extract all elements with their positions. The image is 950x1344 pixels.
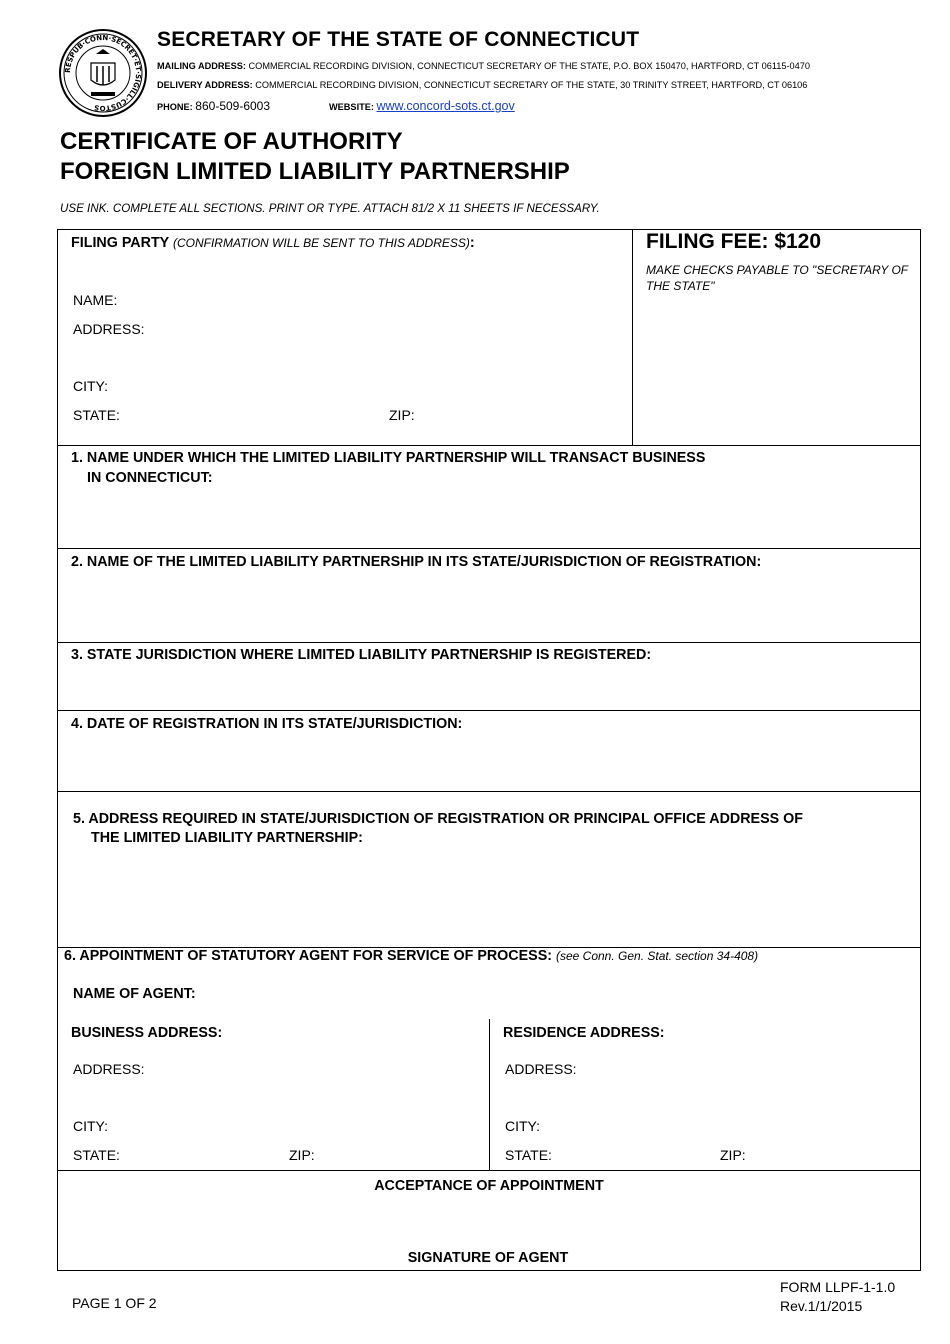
delivery-address-text: COMMERCIAL RECORDING DIVISION, CONNECTICUT SECRETARY OF THE STATE, 30 TRINITY STREET, HARTFORD, CT 06106	[255, 80, 808, 90]
phone-number: 860-509-6003	[195, 99, 271, 113]
filing-party-heading	[71, 235, 475, 251]
divider	[57, 710, 921, 711]
section-5-heading: 5. ADDRESS REQUIRED IN STATE/JURISDICTION OF REGISTRATION OR PRINCIPAL OFFICE ADDRESS OF	[73, 811, 803, 827]
divider	[57, 445, 921, 446]
residence-address-label[interactable]: ADDRESS:	[505, 1061, 577, 1077]
state-seal-logo	[58, 28, 148, 118]
section-6-heading	[64, 948, 758, 964]
divider	[57, 548, 921, 549]
agency-name: SECRETARY OF THE STATE OF CONNECTICUT	[157, 28, 640, 51]
business-state-label[interactable]: STATE:	[73, 1147, 120, 1163]
residence-address-heading: RESIDENCE ADDRESS:	[503, 1025, 665, 1041]
residence-zip-label[interactable]: ZIP:	[720, 1147, 746, 1163]
filing-party-zip-label[interactable]: ZIP:	[389, 407, 415, 423]
form-title-line1: CERTIFICATE OF AUTHORITY	[60, 128, 403, 155]
address-divider	[489, 1019, 490, 1171]
form-number: FORM LLPF-1-1.0	[780, 1279, 896, 1295]
delivery-address-label: DELIVERY ADDRESS:	[157, 80, 253, 90]
revision-date: Rev.1/1/2015	[780, 1298, 863, 1314]
section-5-heading-cont: THE LIMITED LIABILITY PARTNERSHIP:	[91, 830, 363, 846]
section-1-heading-cont: IN CONNECTICUT:	[87, 470, 213, 486]
residence-state-label[interactable]: STATE:	[505, 1147, 552, 1163]
filing-party-city-label[interactable]: CITY:	[73, 378, 109, 394]
filing-party-name-label[interactable]: NAME:	[73, 292, 118, 308]
fee-divider	[632, 229, 633, 446]
residence-city-label[interactable]: CITY:	[505, 1118, 541, 1134]
mailing-address-label: MAILING ADDRESS:	[157, 61, 246, 71]
website-link[interactable]: www.concord-sots.ct.gov	[376, 99, 515, 113]
mailing-address-text: COMMERCIAL RECORDING DIVISION, CONNECTICUT SECRETARY OF THE STATE, P.O. BOX 150470, HARTFORD, CT 06115-0470	[248, 61, 810, 71]
filing-party-note: (CONFIRMATION WILL BE SENT TO THIS ADDRESS)	[172, 236, 470, 250]
instructions: USE INK. COMPLETE ALL SECTIONS. PRINT OR TYPE. ATTACH 81/2 X 11 SHEETS IF NECESSARY.	[60, 202, 600, 215]
section-1-heading: 1. NAME UNDER WHICH THE LIMITED LIABILITY PARTNERSHIP WILL TRANSACT BUSINESS	[71, 450, 706, 466]
business-zip-label[interactable]: ZIP:	[289, 1147, 315, 1163]
filing-party-address-label[interactable]: ADDRESS:	[73, 321, 145, 337]
filing-fee-note: MAKE CHECKS PAYABLE TO "SECRETARY OF THE STATE"	[646, 263, 908, 293]
agent-name-label[interactable]: NAME OF AGENT:	[73, 986, 196, 1002]
signature-of-agent-label[interactable]: SIGNATURE OF AGENT	[407, 1250, 569, 1266]
business-city-label[interactable]: CITY:	[73, 1118, 109, 1134]
section-6-note: (see Conn. Gen. Stat. section 34-408)	[555, 949, 759, 963]
page-number: PAGE 1 OF 2	[72, 1295, 157, 1311]
form-title-line2: FOREIGN LIMITED LIABILITY PARTNERSHIP	[60, 158, 570, 185]
filing-party-state-label[interactable]: STATE:	[73, 407, 120, 423]
delivery-address	[157, 80, 807, 90]
divider	[57, 791, 921, 792]
filing-party-colon: :	[469, 235, 475, 251]
section-3-heading: 3. STATE JURISDICTION WHERE LIMITED LIABILITY PARTNERSHIP IS REGISTERED:	[71, 647, 652, 663]
section-4-heading: 4. DATE OF REGISTRATION IN ITS STATE/JURISDICTION:	[71, 716, 463, 732]
divider	[57, 642, 921, 643]
phone	[157, 99, 270, 113]
svg-text:RESPUB·CONN·SECRET·ET·SIGILL·C: RESPUB·CONN·SECRET·ET·SIGILL·CUSTOS	[63, 33, 143, 113]
filing-party-title: FILING PARTY	[71, 235, 169, 251]
business-address-label[interactable]: ADDRESS:	[73, 1061, 145, 1077]
website	[329, 99, 515, 113]
mailing-address	[157, 61, 810, 71]
website-label: WEBSITE:	[329, 102, 374, 112]
section-6-title: 6. APPOINTMENT OF STATUTORY AGENT FOR SERVICE OF PROCESS:	[64, 948, 552, 964]
acceptance-heading: ACCEPTANCE OF APPOINTMENT	[374, 1178, 604, 1194]
section-2-heading: 2. NAME OF THE LIMITED LIABILITY PARTNERSHIP IN ITS STATE/JURISDICTION OF REGISTRATION:	[71, 554, 762, 570]
filing-fee: FILING FEE: $120	[646, 230, 822, 253]
phone-label: PHONE:	[157, 102, 193, 112]
business-address-heading: BUSINESS ADDRESS:	[71, 1025, 223, 1041]
